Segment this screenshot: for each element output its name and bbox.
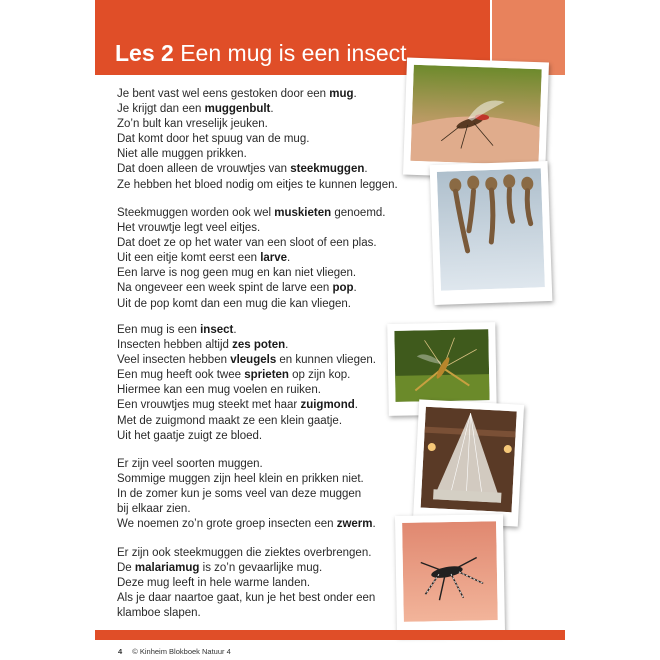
photo-mosquito-net [413,399,524,526]
text-line [117,546,375,561]
text-segment: Met de zuigmond maakt ze een klein gaatje. [117,414,343,427]
lesson-title: Een mug is een insect [180,40,407,66]
text-segment: Uit het gaatje zuigt ze bloed. [117,429,263,442]
text-segment: . [233,324,237,336]
text-line [117,102,398,117]
key-term: muskieten [274,207,332,219]
text-segment: Veel insecten hebben [117,354,231,367]
photo-malaria-mosquito [395,514,505,636]
text-line [117,398,376,413]
text-segment: Na ongeveer een week spint de larve een [117,282,333,295]
text-segment: Je bent vast wel eens gestoken door een [117,88,330,100]
text-segment: Het vrouwtje legt veel eitjes. [117,222,261,235]
page-number: 4 [118,647,123,656]
text-segment: . [270,103,274,116]
text-segment: Er zijn veel soorten muggen. [117,458,263,470]
crane-fly-image [394,329,489,402]
text-segment: Een mug is een [117,324,201,336]
text-segment: en kunnen vliegen. [276,354,376,367]
key-term: pop [332,282,354,295]
text-segment: Als je daar naartoe gaat, kun je het best onder een [117,592,376,605]
key-term: zes poten [232,339,286,352]
text-segment: Ze hebben het bloed nodig om eitjes te kunnen leggen. [117,178,398,191]
text-segment: Zo’n bult kan vreselijk jeuken. [117,118,268,131]
paragraph-3 [117,323,376,444]
photo-mosquito-larvae [430,161,553,305]
text-segment: . [354,399,358,412]
text-segment: We noemen zo’n grote groep insecten een [117,518,337,531]
text-segment: Een mug heeft ook twee [117,369,245,382]
text-line [117,517,376,532]
text-line [117,368,376,383]
text-line [117,221,386,236]
text-segment: Deze mug leeft in hele warme landen. [117,577,311,590]
text-segment: Je krijgt dan een [117,103,205,116]
text-line [117,236,386,251]
key-term: malariamug [134,562,200,575]
text-segment: Dat komt door het spuug van de mug. [117,133,310,146]
text-line [117,383,376,398]
key-term: larve [260,252,288,265]
key-term: mug [329,88,354,100]
footer-bar [95,630,565,640]
text-line [117,591,375,606]
mosquito-larvae-image [437,168,545,291]
key-term: vleugels [230,354,277,367]
text-line [117,87,398,102]
text-line [117,251,386,266]
text-segment: Hiermee kan een mug voelen en ruiken. [117,384,321,397]
text-line [117,266,386,281]
text-line [117,414,376,429]
mosquito-net-image [421,407,517,513]
malaria-mosquito-image [402,521,498,622]
text-segment: . [287,252,291,265]
text-line [117,502,376,517]
text-segment: . [353,282,357,295]
text-line [117,178,398,193]
key-term: zwerm [336,518,373,531]
text-segment: klamboe slapen. [117,607,201,620]
text-segment: . [285,339,289,352]
text-segment: Sommige muggen zijn heel klein en prikken niet. [117,473,364,486]
text-line [117,281,386,296]
text-line [117,576,375,591]
text-segment: bij elkaar zien. [117,503,191,516]
text-segment: . [372,518,376,531]
paragraph-4 [117,457,376,532]
text-segment: genoemd. [331,207,386,219]
text-segment: Een larve is nog geen mug en kan niet vliegen. [117,267,357,280]
text-segment: . [364,163,368,176]
text-segment: Niet alle muggen prikken. [117,148,247,161]
text-segment: De [117,562,135,575]
text-segment: Steekmuggen worden ook wel [117,207,275,219]
text-line [117,297,386,312]
text-line [117,117,398,132]
text-line [117,429,376,444]
text-segment: Uit de pop komt dan een mug die kan vliegen. [117,297,351,310]
text-segment: Dat doen alleen de vrouwtjes van [117,163,291,176]
paragraph-2 [117,206,386,312]
footer [118,647,231,656]
text-segment: Er zijn ook steekmuggen die ziektes overbrengen. [117,547,372,559]
paragraph-5 [117,546,375,621]
text-line [117,487,376,502]
page-title [115,40,407,67]
text-line [117,606,375,621]
text-segment: op zijn kop. [288,369,351,382]
text-line [117,353,376,368]
text-segment: In de zomer kun je soms veel van deze muggen [117,488,362,501]
key-term: zuigmond [300,399,355,412]
text-line [117,457,376,472]
copyright-credit: © Kinheim Blokboek Natuur 4 [132,647,231,656]
key-term: sprieten [244,369,289,382]
text-line [117,206,386,221]
text-line [117,323,376,338]
text-line [117,147,398,162]
key-term: muggenbult [204,103,271,116]
lesson-number: Les 2 [115,40,174,66]
mosquito-on-skin-image [410,65,541,165]
key-term: insect [200,324,234,336]
paragraph-1 [117,87,398,193]
text-line [117,338,376,353]
text-line [117,132,398,147]
key-term: steekmuggen [290,163,365,176]
text-line [117,162,398,177]
text-segment: is zo’n gevaarlijke mug. [199,562,323,575]
text-line [117,561,375,576]
text-segment: . [353,88,357,100]
text-segment: Dat doet ze op het water van een sloot of een plas. [117,237,377,250]
text-segment: Een vrouwtjes mug steekt met haar [117,399,301,412]
text-line [117,472,376,487]
text-segment: Insecten hebben altijd [117,339,233,352]
text-segment: Uit een eitje komt eerst een [117,252,261,265]
